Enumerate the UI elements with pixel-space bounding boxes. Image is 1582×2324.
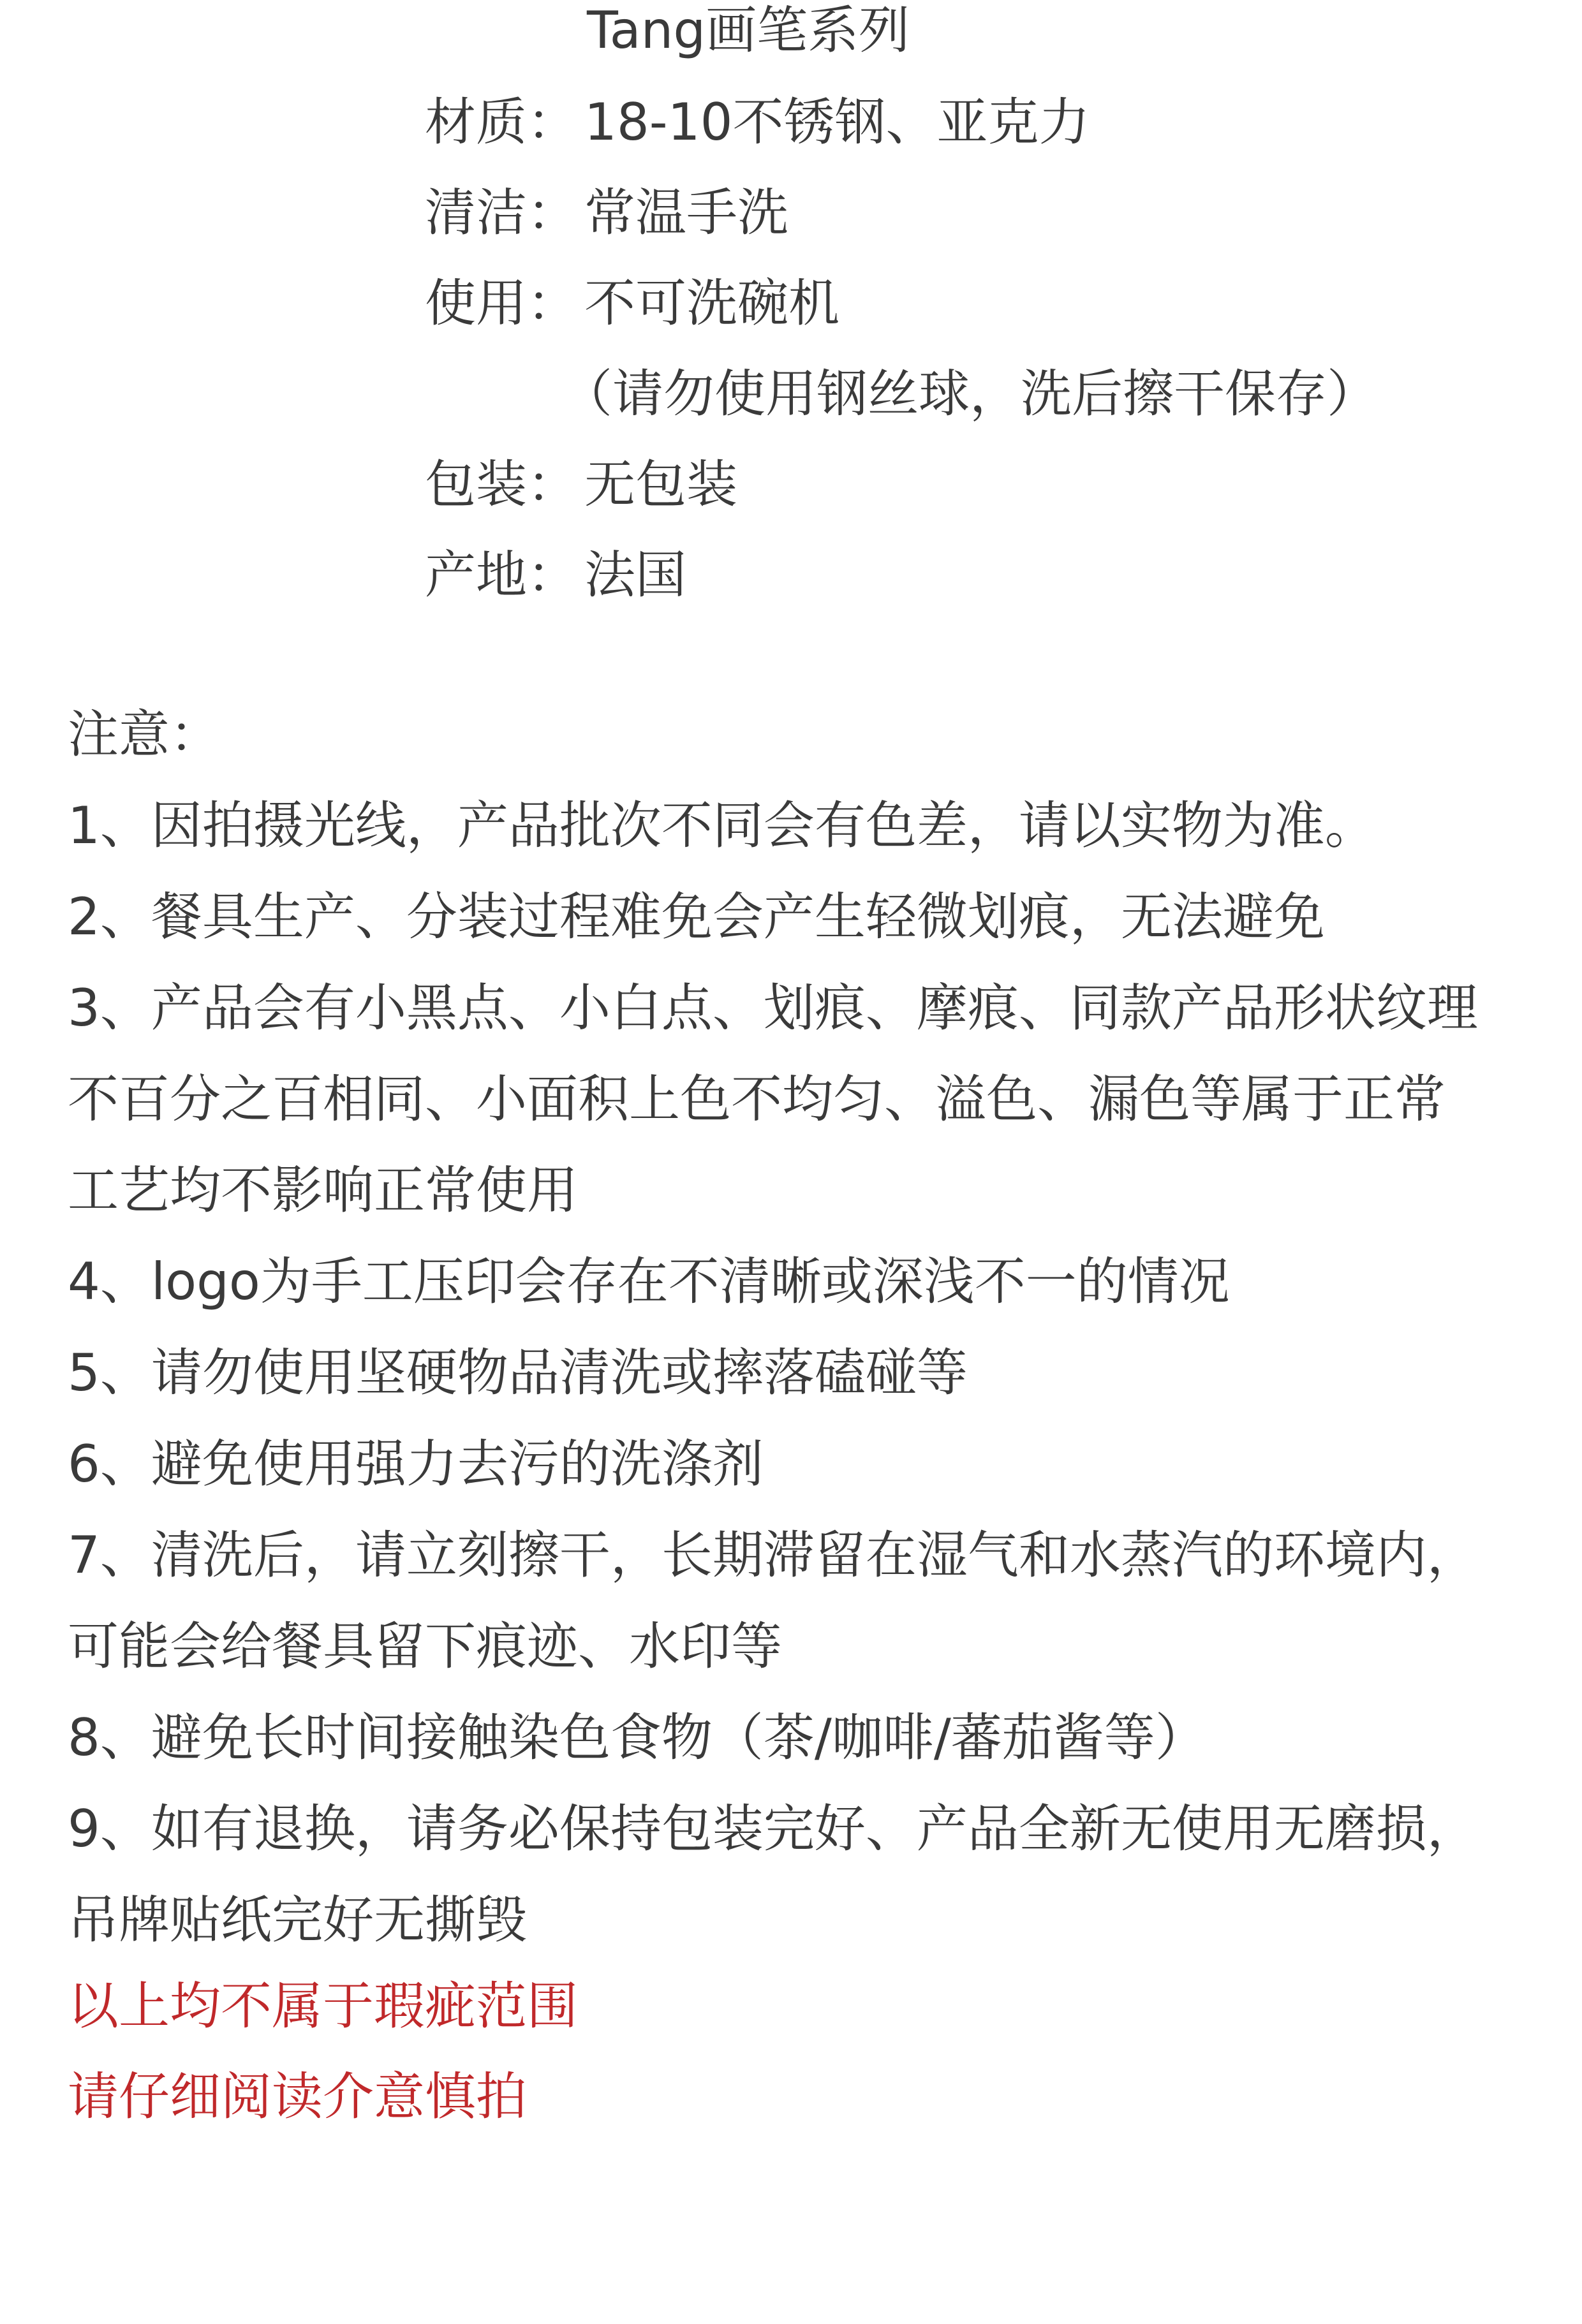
notice-heading: 注意： bbox=[68, 705, 221, 764]
notice-line: 9、如有退换，请务必保持包装完好、产品全新无使用无磨损， bbox=[68, 1799, 1478, 1858]
spec-label: 产地： bbox=[425, 545, 578, 605]
notice-line: 吊牌贴纸完好无撕毁 bbox=[68, 1890, 527, 1950]
series-title: Tang画笔系列 bbox=[587, 1, 910, 60]
spec-label: 使用： bbox=[425, 274, 578, 333]
notice-line: 不百分之百相同、小面积上色不均匀、溢色、漏色等属于正常 bbox=[68, 1070, 1445, 1129]
notice-line: 3、产品会有小黑点、小白点、划痕、摩痕、同款产品形状纹理 bbox=[68, 978, 1478, 1038]
spec-value: 无包装 bbox=[584, 455, 737, 514]
notice-line: 6、避免使用强力去污的洗涤剂 bbox=[68, 1434, 764, 1494]
notice-line: 8、避免长时间接触染色食物（茶/咖啡/蕃茄酱等） bbox=[68, 1708, 1206, 1767]
notice-line: 可能会给餐具留下痕迹、水印等 bbox=[68, 1617, 782, 1676]
warning-not-defect: 以上均不属于瑕疵范围 bbox=[68, 1976, 578, 2036]
notice-line: 2、餐具生产、分装过程难免会产生轻微划痕，无法避免 bbox=[68, 887, 1325, 946]
notice-line: 4、logo为手工压印会存在不清晰或深浅不一的情况 bbox=[68, 1252, 1230, 1311]
spec-label: 包装： bbox=[425, 455, 578, 514]
warning-read-carefully: 请仔细阅读介意慎拍 bbox=[68, 2067, 527, 2126]
spec-row-usage bbox=[425, 273, 839, 334]
notice-line: 1、因拍摄光线，产品批次不同会有色差，请以实物为准。 bbox=[68, 796, 1376, 855]
notice-line: 工艺均不影响正常使用 bbox=[68, 1161, 578, 1220]
spec-label: 材质： bbox=[425, 92, 578, 152]
spec-value: 常温手洗 bbox=[584, 183, 788, 242]
spec-row-origin bbox=[425, 545, 686, 606]
notice-line: 5、请勿使用坚硬物品清洗或摔落磕碰等 bbox=[68, 1343, 968, 1402]
notice-section bbox=[68, 689, 1535, 1966]
spec-value: 不可洗碗机 bbox=[584, 274, 839, 333]
notice-line: 7、清洗后，请立刻擦干，长期滞留在湿气和水蒸汽的环境内， bbox=[68, 1526, 1478, 1585]
spec-value: 法国 bbox=[584, 545, 686, 605]
spec-label: 清洁： bbox=[425, 183, 578, 242]
spec-row-packaging bbox=[425, 454, 737, 515]
spec-row-material bbox=[425, 92, 1090, 153]
spec-value: 18-10不锈钢、亚克力 bbox=[584, 92, 1090, 152]
spec-row-cleaning bbox=[425, 182, 788, 244]
usage-note: （请勿使用钢丝球，洗后擦干保存） bbox=[561, 364, 1378, 423]
